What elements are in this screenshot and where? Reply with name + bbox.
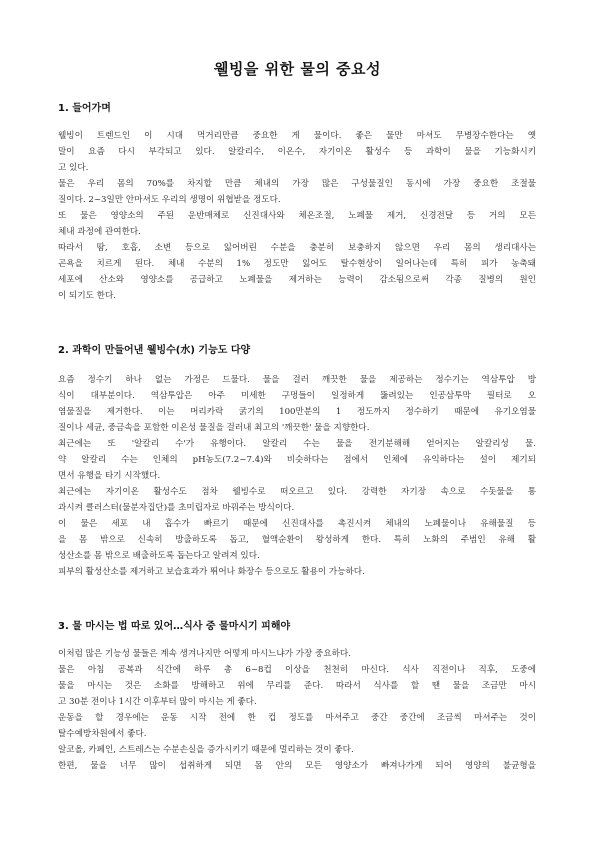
paragraph-line: 말이 요즘 다시 부각되고 있다. 알칼리수, 이온수, 자기이온 활성수 등 과학이 물을 기능화시키 [58, 147, 536, 157]
section-heading-1: 1. 들어가며 [58, 103, 111, 114]
paragraph-line: 식이 대부분이다. 역삼투압은 아주 미세한 구멍들이 일정하게 뚫려있는 인공삼투막 필터로 오 [58, 391, 536, 401]
paragraph-line: 웰빙이 트렌드인 이 시대 먹거리만큼 중요한 게 물이다. 좋은 물만 마셔도 무병장수한다는 옛 [58, 131, 536, 141]
paragraph-line: 약 알칼리 수는 인체의 pH농도(7.2~7.4)와 비슷하다는 점에서 인체에 유익하다는 설이 제기되 [58, 455, 536, 465]
section-heading-3: 3. 물 마시는 법 따로 있어…식사 중 물마시기 피해야 [58, 621, 291, 632]
paragraph-line: 알코올, 카페인, 스트레스는 수분손실을 증가시키기 때문에 멀리하는 것이 좋다. [58, 745, 354, 755]
paragraph-line: 또 물은 영양소의 주된 운반매체로 신진대사와 체온조절, 노폐물 제거, 신경전달 등 거의 모든 [58, 211, 536, 221]
paragraph-line: 체내 과정에 관여한다. [58, 227, 141, 237]
paragraph-line: 물을 마시는 것은 소화를 방해하고 위에 무리를 준다. 따라서 식사를 할 땐 물을 조금만 마시 [58, 681, 536, 691]
paragraph-line: 성산소를 몸 밖으로 배출하도록 돕는다고 알려져 있다. [58, 551, 260, 561]
paragraph-line: 고 30분 전이나 1시간 이후부터 많이 마시는 게 좋다. [58, 697, 257, 707]
paragraph-line: 이처럼 많은 기능성 물들은 계속 생겨나지만 어떻게 마시느냐가 가장 중요하다. [58, 649, 351, 659]
paragraph-line: 물은 아침 공복과 식간에 하루 총 6~8컵 이상을 천천히 마신다. 식사 직전이나 직후, 도중에 [58, 665, 536, 675]
paragraph-line: 최근에는 자기이온 활성수도 점차 웰빙수로 떠오르고 있다. 강력한 자기장 속으로 수돗물을 통 [58, 487, 536, 497]
paragraph-line: 이 물은 세포 내 흡수가 빠르기 때문에 신진대사를 촉진시켜 체내의 노폐물이나 유해물질 등 [58, 519, 536, 529]
paragraph-line: 곤욕을 치르게 된다. 체내 수분의 1% 정도만 잃어도 탈수현상이 일어나는데 특히 피가 농축돼 [58, 259, 536, 269]
paragraph-line: 세포에 산소와 영양소를 공급하고 노폐물을 제거하는 능력이 감소됨으로써 각종 질병의 원인 [58, 275, 536, 285]
paragraph-line: 고 있다. [58, 163, 89, 173]
paragraph-line: 탈수예방차원에서 좋다. [58, 729, 147, 739]
paragraph-line: 최근에는 또 '알칼리 수'가 유행이다. 알칼리 수는 물을 전기분해해 얻어지는 알칼리성 물. [58, 439, 536, 449]
document-title: 웰빙을 위한 물의 중요성 [213, 60, 382, 78]
paragraph-line: 피부의 활성산소를 제거하고 보습효과가 뛰어나 화장수 등으로도 활용이 가능하다. [58, 567, 365, 577]
paragraph-line: 면서 유행을 타기 시작했다. [58, 471, 161, 481]
paragraph-line: 한편, 물을 너무 많이 섭취하게 되면 몸 안의 모든 영양소가 빠져나가게 되어 영양의 불균형을 [58, 761, 536, 771]
paragraph-line: 질이다. 2~3일만 안마셔도 우리의 생명이 위협받을 정도다. [58, 195, 281, 205]
section-heading-2: 2. 과학이 만들어낸 웰빙수(水) 기능도 다양 [58, 345, 251, 356]
paragraph-line: 물은 우리 몸의 70%를 차지할 만큼 체내의 가장 많은 구성물질인 동시에 가장 중요한 조절물 [58, 179, 536, 189]
paragraph-line: 을 몸 밖으로 신속히 방출하도록 돕고, 혈액순환이 왕성하게 한다. 특히 노화의 주범인 유해 활 [58, 535, 536, 545]
paragraph-line: 질이나 세균, 중금속을 포함한 이온성 물질을 걸러내 최고의 '깨끗한' 물을 지향한다. [58, 423, 370, 433]
paragraph-line: 운동을 할 경우에는 운동 시작 전에 한 컵 정도를 마셔주고 중간 중간에 조금씩 마셔주는 것이 [58, 713, 536, 723]
paragraph-line: 이 되기도 한다. [58, 291, 117, 301]
paragraph-line: 과시켜 클러스터(물분자집단)를 초미립자로 바꿔주는 방식이다. [58, 503, 295, 513]
paragraph-line: 염물질을 제거한다. 이는 머리카락 굵기의 100만분의 1 정도까지 정수하기 때문에 유기오염물 [58, 407, 536, 417]
paragraph-line: 따라서 땀, 호흡, 소변 등으로 잃어버린 수분을 충분히 보충하지 않으면 우리 몸의 생리대사는 [58, 243, 536, 253]
paragraph-line: 요즘 정수기 하나 없는 가정은 드물다. 물을 걸러 깨끗한 물을 제공하는 정수기는 역삼투압 방 [58, 375, 536, 385]
